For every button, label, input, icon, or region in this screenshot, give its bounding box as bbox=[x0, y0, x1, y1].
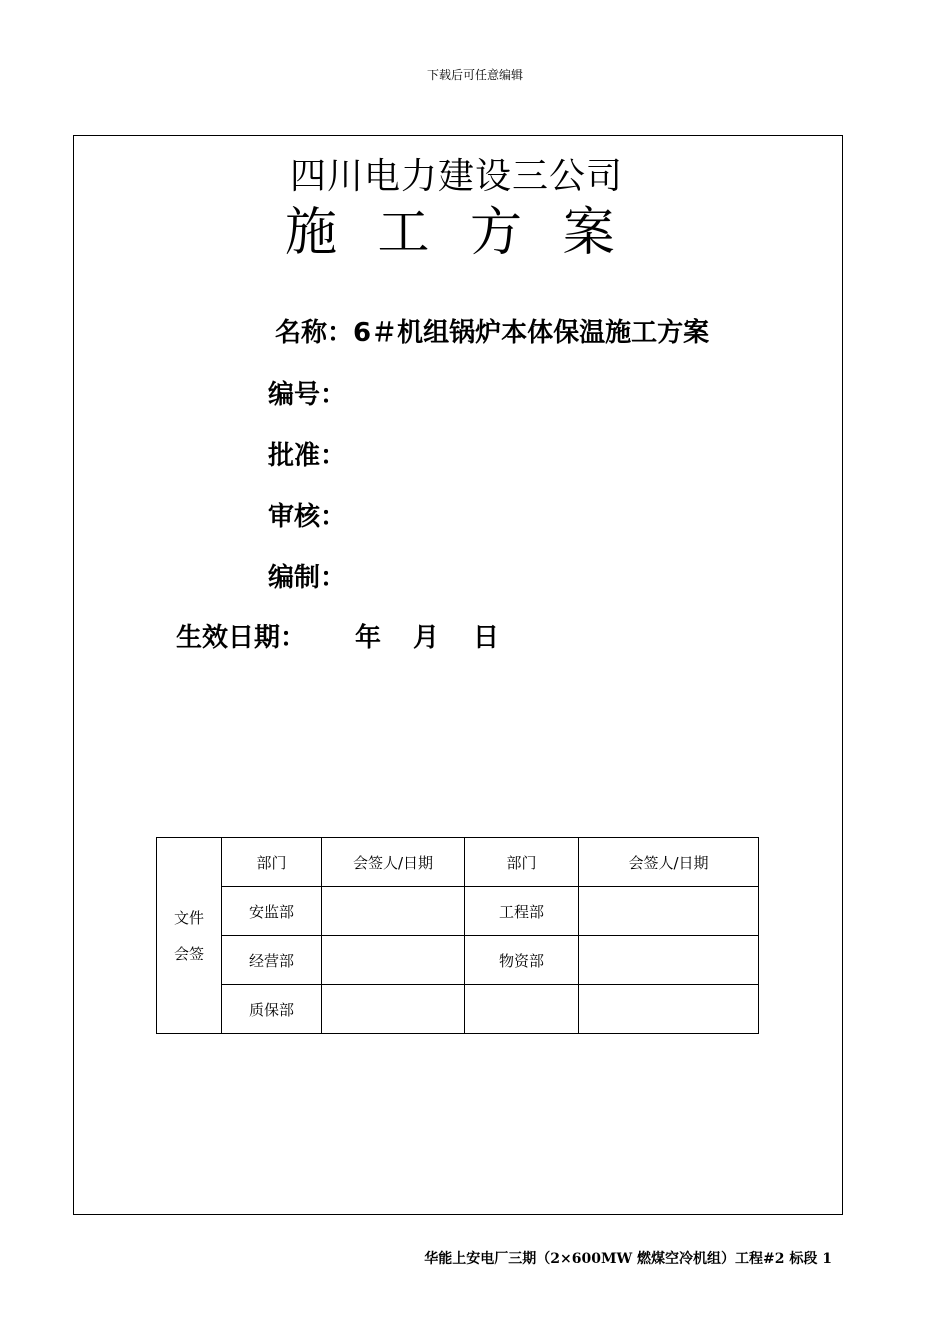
dept-cell: 安监部 bbox=[222, 887, 322, 936]
countersign-table bbox=[156, 837, 759, 1034]
signer-cell[interactable] bbox=[579, 887, 759, 936]
header-signer-1: 会签人/日期 bbox=[322, 838, 465, 887]
page-footer: 华能上安电厂三期（2×600MW 燃煤空冷机组）工程#2 标段 1 bbox=[424, 1251, 832, 1267]
page-frame bbox=[73, 135, 843, 1215]
side-label-line1: 文件 bbox=[173, 908, 204, 927]
header-dept-2: 部门 bbox=[465, 838, 579, 887]
header-dept-1: 部门 bbox=[222, 838, 322, 887]
field-number: 编号： bbox=[268, 380, 347, 410]
dept-cell: 工程部 bbox=[465, 887, 579, 936]
table-row bbox=[157, 887, 759, 936]
field-review: 审核： bbox=[268, 502, 347, 532]
table-header-row bbox=[157, 838, 759, 887]
date-day: 日 bbox=[473, 623, 500, 653]
signer-cell[interactable] bbox=[322, 887, 465, 936]
dept-cell bbox=[465, 985, 579, 1034]
date-parts bbox=[355, 617, 499, 654]
signer-cell[interactable] bbox=[579, 985, 759, 1034]
side-label-line2: 会签 bbox=[173, 944, 204, 963]
header-note: 下载后可任意编辑 bbox=[426, 68, 523, 82]
table-row bbox=[157, 936, 759, 985]
side-label bbox=[157, 838, 222, 1034]
signer-cell[interactable] bbox=[579, 936, 759, 985]
company-name: 四川电力建设三公司 bbox=[290, 156, 624, 197]
dept-cell: 质保部 bbox=[222, 985, 322, 1034]
field-effective-date: 生效日期： bbox=[176, 623, 307, 653]
signer-cell[interactable] bbox=[322, 985, 465, 1034]
signer-cell[interactable] bbox=[322, 936, 465, 985]
field-compile: 编制： bbox=[268, 563, 347, 593]
date-year: 年 bbox=[355, 623, 382, 653]
date-month: 月 bbox=[413, 623, 440, 653]
field-approve: 批准： bbox=[268, 441, 347, 471]
dept-cell: 物资部 bbox=[465, 936, 579, 985]
document-title: 施 工 方 案 bbox=[285, 203, 627, 263]
table-row bbox=[157, 985, 759, 1034]
header-signer-2: 会签人/日期 bbox=[579, 838, 759, 887]
dept-cell: 经营部 bbox=[222, 936, 322, 985]
field-name: 名称：6＃机组锅炉本体保温施工方案 bbox=[275, 318, 710, 348]
